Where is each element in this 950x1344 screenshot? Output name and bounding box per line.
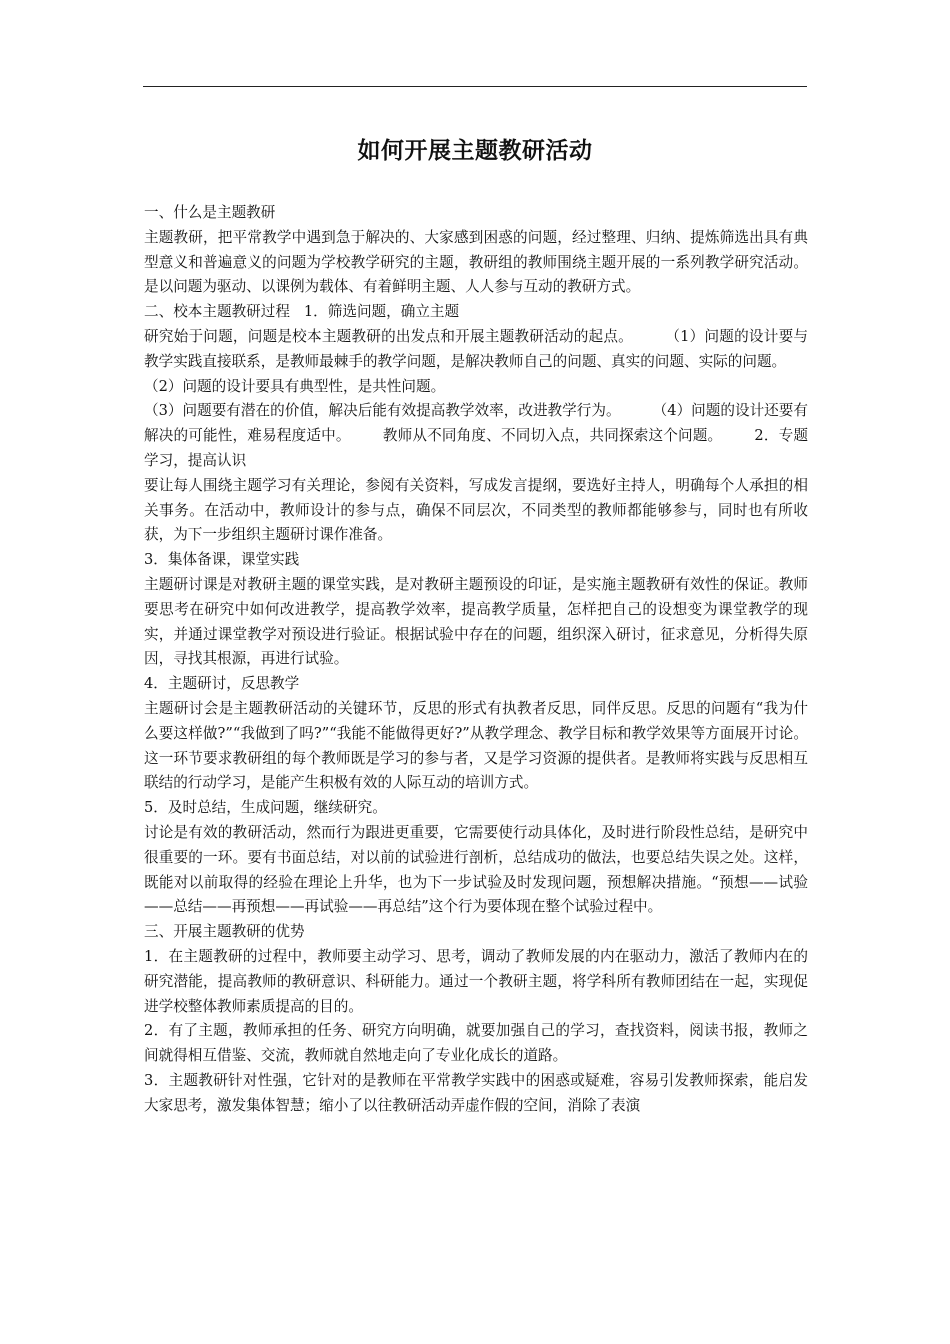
step5-body: 讨论是有效的教研活动，然而行为跟进更重要，它需要使行动具体化，及时进行阶段性总结，是研究中很重要的一环。要有书面总结，对以前的试验进行剖析，总结成功的做法，也要总结失误之处。这样，既能对以前取得的经验在理论上升华，也为下一步试验及时发现问题，预想解决措施。“预想——试验——总结——再预想——再试验——再总结”这个行为要体现在整个试验过程中。 [144,823,808,916]
step2-heading: 2．专题学习，提高认识 [144,427,808,469]
step1-points-tail [144,399,808,473]
section-heading-process: 二、校本主题教研过程 [144,303,290,321]
step2-body: 要让每人围绕主题学习有关理论，参阅有关资料，写成发言提纲，要选好主持人，明确每个人承担的相关事务。在活动中，教师设计的参与点，确保不同层次，不同类型的教师都能够参与，同时也有所收获，为下一步组织主题研讨课作准备。 [144,476,808,544]
header-rule [143,86,807,87]
advantage-3: 3．主题教研针对性强，它针对的是教师在平常教学实践中的困惑或疑难，容易引发教师探索，能启发大家思考，激发集体智慧；缩小了以往教研活动弄虚作假的空间，消除了表演 [144,1071,808,1114]
step1-point5: 教师从不同角度、不同切入点，共同探索这个问题。 [382,427,723,445]
step4-body: 主题研讨会是主题教研活动的关键环节，反思的形式有执教者反思，同伴反思。反思的问题有“我为什么要这样做?”“我做到了吗?”“我能不能做得更好?”从教学理念、教学目标和教学效果等方面展开讨论。这一环节要求教研组的每个教师既是学习的参与者，又是学习资源的提供者。是教师将实践与反思相互联结的行动学习，是能产生积极有效的人际互动的培训方式。 [144,699,808,792]
step1-heading: 1．筛选问题，确立主题 [303,303,460,321]
step1-point4: （4）问题的设计还要有解决的可能性，难易程度适中。 [144,402,808,445]
section-heading-what-is: 一、什么是主题教研 [144,204,276,221]
step1-body [144,325,808,375]
document-body [144,201,808,1118]
section-heading-process-line [144,300,808,325]
step1-point2: （2）问题的设计要具有典型性，是共性问题。 [144,377,446,395]
page-title: 如何开展主题教研活动 [357,138,593,164]
step5-heading: 5．及时总结，生成问题，继续研究。 [144,799,387,817]
step1-point1: （1）问题的设计要与教学实践直接联系，是教师最棘手的教学问题，是解决教师自己的问题、真实的问题、实际的问题。 [144,327,808,370]
step3-body: 主题研讨课是对教研主题的课堂实践，是对教研主题预设的印证，是实施主题教研有效性的保证。教师要思考在研究中如何改进教学，提高教学效率，提高教学质量，怎样把自己的设想变为课堂教学的现实，并通过课堂教学对预设进行验证。根据试验中存在的问题，组织深入研讨，征求意见，分析得失原因，寻找其根源，再进行试验。 [144,575,808,668]
step1-point3: （3）问题要有潜在的价值，解决后能有效提高教学效率，改进教学行为。 [144,402,621,420]
section-heading-advantages: 三、开展主题教研的优势 [144,923,305,941]
step1-intro: 研究始于问题，问题是校本主题教研的出发点和开展主题教研活动的起点。 [144,327,633,345]
step3-heading: 3．集体备课，课堂实践 [144,551,300,569]
advantage-2: 2．有了主题，教师承担的任务、研究方向明确，就要加强自己的学习，查找资料，阅读书报，教师之间就得相互借鉴、交流，教师就自然地走向了专业化成长的道路。 [144,1022,808,1065]
section-body-what-is: 主题教研，把平常教学中遇到急于解决的、大家感到困惑的问题，经过整理、归纳、提炼筛选出具有典型意义和普遍意义的问题为学校教学研究的主题，教研组的教师围绕主题开展的一系列教学研究活动。是以问题为驱动、以课例为载体、有着鲜明主题、人人参与互动的教研方式。 [144,228,808,296]
advantage-1: 1．在主题教研的过程中，教师要主动学习、思考，调动了教师发展的内在驱动力，激活了教师内在的研究潜能，提高教师的教研意识、科研能力。通过一个教研主题，将学科所有教师团结在一起，实现促进学校整体教师素质提高的目的。 [144,947,808,1015]
step4-heading: 4．主题研讨，反思教学 [144,675,300,693]
